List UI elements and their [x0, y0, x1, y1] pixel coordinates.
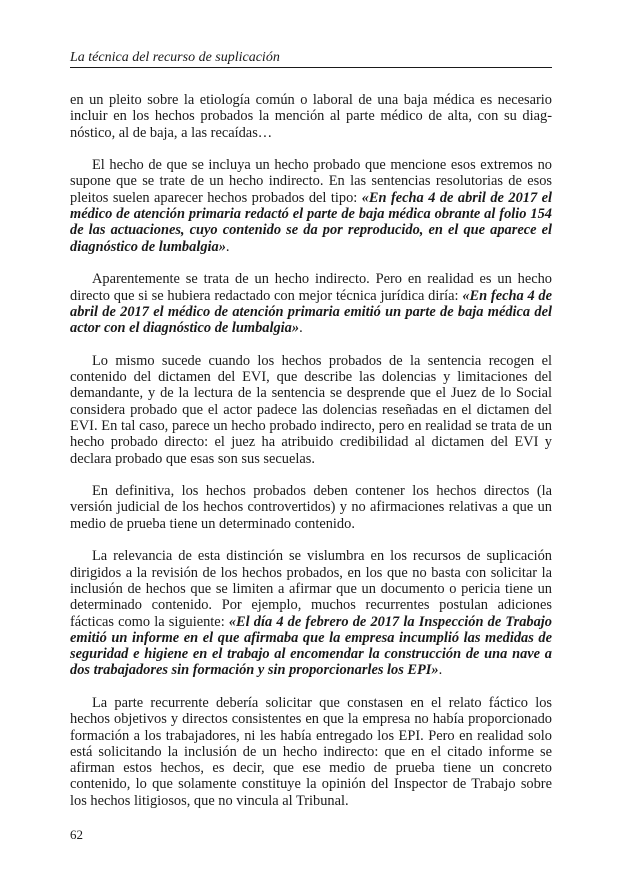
- page-number: 62: [70, 827, 83, 842]
- paragraph-text: .: [438, 662, 443, 679]
- paragraph-2: [70, 157, 552, 255]
- paragraph-text: En definitiva, los hechos probados deben contener los hechos directos (la versión judicial de los hechos controvertidos) y no afirmaciones relativas a que un medio de prueba tiene un determinado contenido.: [70, 483, 552, 532]
- paragraph-3: [70, 271, 552, 336]
- paragraph-6: [70, 548, 552, 678]
- paragraph-4: [70, 353, 552, 467]
- paragraph-text: La parte recurrente debería solicitar que constasen en el relato fáctico los hechos objetivos y directos consistentes en que la empresa no había proporcionado formación a los trabajadores, ni les había entregado los EPI. Pero en realidad solo está solicitando la inclusión de un hecho indirecto: que en el citado informe se afirman estos hechos, es decir, que ese medio de prueba tiene un concreto contenido, lo que solamente constituye la opinión del Inspector de Trabajo sobre los hechos litigiosos, que no vincula al Tribunal.: [70, 694, 552, 809]
- header-rule: [70, 67, 552, 68]
- paragraph-text: El hecho de que se incluya un hecho probado que mencione esos extremos no supone que se trate de un hecho indirecto. En las sentencias resolutorias de esos pleitos suelen aparecer hechos probados del tipo:: [70, 157, 552, 206]
- quoted-fact: «En fecha 4 de abril de 2017 el médico de atención primaria redactó el parte de baja médica obrante al folio 154 de las actuaciones, cuyo contenido se da por reproducido, en el que aparece el diagnóstico de lumbalgia»: [70, 189, 553, 255]
- paragraph-text: Aparentemente se trata de un hecho indirecto. Pero en realidad es un hecho directo que si se hubiera redactado con mejor técnica jurídica diría:: [70, 271, 552, 304]
- body-text: [70, 92, 552, 825]
- paragraph-1: [70, 92, 552, 141]
- quoted-fact: «En fecha 4 de abril de 2017 el médico de atención primaria emitió un parte de baja médica del actor con el diagnóstico de lumbalgia»: [70, 287, 552, 337]
- paragraph-text: .: [299, 320, 303, 337]
- paragraph-text: La relevancia de esta distinción se vislumbra en los recursos de suplicación dirigidos a la revisión de los hechos probados, en los que no basta con solicitar la inclusión de hechos que se limiten a afirmar que un documento o pericia tiene un determinado contenido. Por ejemplo, muchos recurrentes postulan adiciones fácticas como la siguiente:: [70, 548, 552, 630]
- running-header: La técnica del recurso de suplicación: [70, 50, 280, 65]
- quoted-fact: «El día 4 de febrero de 2017 la Inspección de Trabajo emitió un informe en el que afirmaba que la empresa incumplió las medidas de seguridad e higiene en el trabajo al encomendar la construcción de una nave a dos trabajadores sin formación y sin proporcionarles los EPI»: [70, 613, 552, 679]
- paragraph-text: en un pleito sobre la etiología común o laboral de una baja médica es necesario incluir en los hechos probados la mención al parte médico de alta, con su diagnóstico, al de baja, a las recaídas…: [70, 92, 552, 141]
- paragraph-7: [70, 695, 552, 809]
- paragraph-text: Lo mismo sucede cuando los hechos probados de la sentencia recogen el contenido del dictamen del EVI, que describe las dolencias y limitaciones del demandante, y de la lectura de la sentencia se desprende que el Juez de lo Social considera probado que el actor padece las dolencias reseñadas en el dictamen del EVI. En tal caso, parece un hecho probado indirecto, pero en realidad se trata de un hecho probado directo: el juez ha atribuido credibilidad al dictamen del EVI y declara probado que esas son sus secuelas.: [70, 352, 552, 467]
- paragraph-5: [70, 483, 552, 532]
- paragraph-text: .: [225, 238, 230, 255]
